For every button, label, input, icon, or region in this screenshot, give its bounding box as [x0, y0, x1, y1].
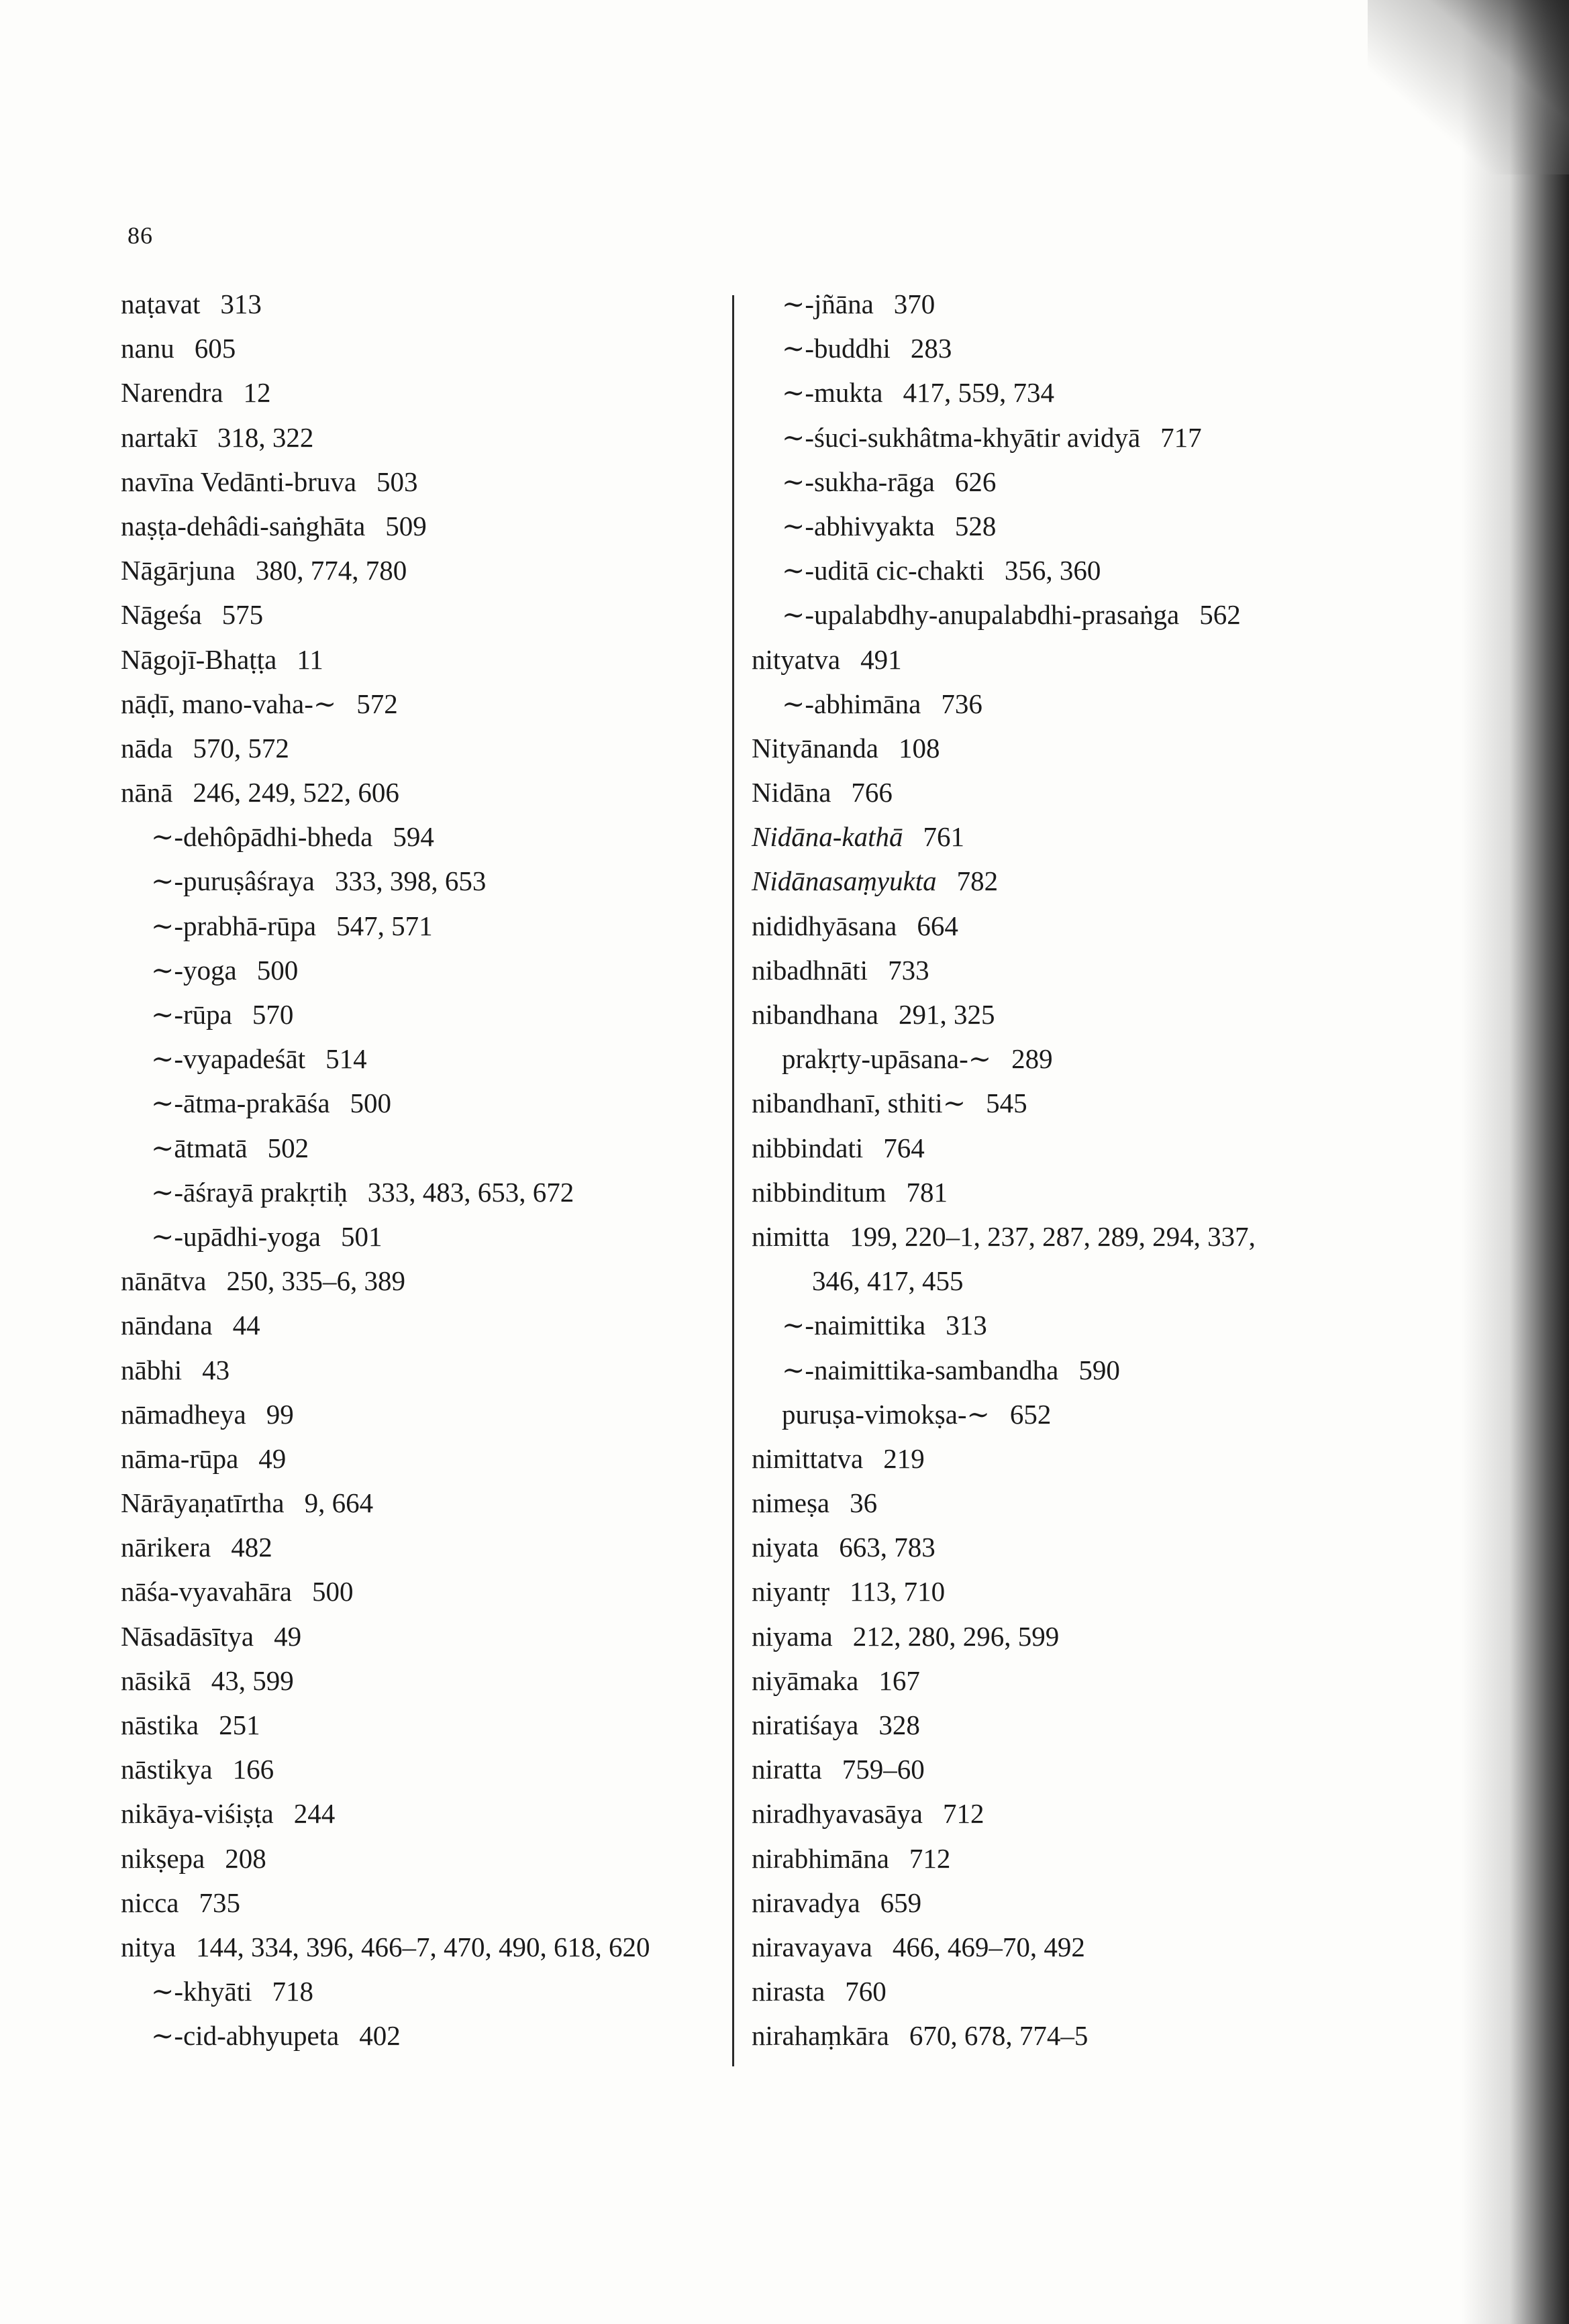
index-entry: [752, 1081, 1356, 1125]
index-entry: [121, 1658, 711, 1703]
index-term: niratiśaya: [752, 1709, 859, 1740]
index-entry: [752, 1392, 1356, 1436]
index-page-refs: 545: [986, 1088, 1027, 1119]
index-page-refs: 761: [923, 821, 964, 853]
index-term: ∼-yoga: [151, 954, 237, 986]
index-entry: [752, 592, 1356, 637]
index-page-refs: 333, 483, 653, 672: [367, 1176, 574, 1208]
index-term: niyāmaka: [752, 1665, 859, 1696]
index-term: ∼-abhimāna: [782, 688, 921, 719]
index-term: niyantṛ: [752, 1576, 830, 1607]
index-term: ∼-khyāti: [151, 1976, 252, 2007]
index-entry: [121, 460, 711, 504]
index-term: nibbinditum: [752, 1176, 887, 1208]
index-term: nibbindati: [752, 1132, 864, 1163]
index-page-refs: 9, 664: [304, 1487, 374, 1519]
index-page-refs: 166: [232, 1754, 274, 1785]
index-term: ∼-vyapadeśāt: [151, 1043, 306, 1075]
index-entry: [121, 1881, 711, 1925]
index-entry: [121, 1303, 711, 1347]
index-entry: [121, 370, 711, 415]
index-page-refs: 318, 322: [217, 421, 314, 453]
index-entry: [752, 1436, 1356, 1481]
index-page-refs: 759–60: [842, 1754, 925, 1785]
index-term: nānā: [121, 777, 173, 808]
index-term: ∼-prabhā-rūpa: [151, 910, 317, 941]
index-page-refs: 289: [1011, 1043, 1053, 1075]
index-entry: [121, 770, 711, 814]
index-entry: [121, 326, 711, 370]
index-term: naṭavat: [121, 288, 201, 319]
index-term: niradhyavasāya: [752, 1798, 923, 1830]
index-entry: [752, 1925, 1356, 1969]
index-term: nibandhanī, sthiti∼: [752, 1088, 966, 1119]
index-entry: [121, 548, 711, 592]
index-page-refs: 212, 280, 296, 599: [852, 1620, 1060, 1652]
index-page-refs: 491: [860, 643, 902, 675]
index-page-refs: 652: [1009, 1398, 1052, 1430]
index-page-refs: 113, 710: [850, 1576, 946, 1607]
index-page-refs: 346, 417, 455: [812, 1265, 964, 1297]
index-entry: [121, 637, 711, 682]
index-page-refs: 570, 572: [193, 732, 289, 763]
index-entry: [121, 1259, 711, 1303]
index-term: Nidāna: [752, 777, 831, 808]
index-entry: [752, 726, 1356, 770]
index-entry: [121, 504, 711, 548]
index-term: nanu: [121, 333, 174, 364]
index-entry: [121, 1037, 711, 1081]
index-page-refs: 712: [909, 1842, 951, 1874]
index-entry: [121, 282, 711, 326]
index-term: ∼-naimittika: [782, 1310, 926, 1341]
index-term: nikṣepa: [121, 1842, 205, 1874]
index-entry: [752, 637, 1356, 682]
index-entry: [752, 1170, 1356, 1214]
index-entry: [752, 1791, 1356, 1836]
index-entry: [121, 1214, 711, 1259]
index-page-refs: 291, 325: [898, 999, 995, 1030]
index-entry: [752, 1303, 1356, 1347]
index-entry: [121, 1703, 711, 1747]
index-entry: [121, 1525, 711, 1569]
index-page-refs: 562: [1199, 599, 1241, 631]
index-entry: [121, 415, 711, 460]
index-page-refs: 402: [359, 2020, 401, 2052]
index-term: nibandhana: [752, 999, 878, 1030]
index-page-refs: 766: [851, 777, 893, 808]
index-term: ∼-āśrayā prakṛtiḥ: [151, 1176, 348, 1208]
index-page-refs: 509: [385, 510, 427, 541]
index-term: nāmadheya: [121, 1398, 246, 1430]
index-term: nānātva: [121, 1265, 207, 1297]
index-page-refs: 760: [845, 1976, 887, 2007]
index-entry: [121, 1481, 711, 1525]
index-page-refs: 528: [954, 510, 997, 541]
index-entry: [752, 1969, 1356, 2013]
index-entry: [121, 682, 711, 726]
index-term: nibadhnāti: [752, 954, 868, 986]
index-entry: [752, 770, 1356, 814]
index-entry: [752, 1214, 1356, 1259]
index-page-refs: 167: [878, 1665, 920, 1696]
index-term: prakṛty-upāsana-∼: [782, 1043, 992, 1075]
index-page-refs: 370: [893, 288, 935, 319]
page-edge-shadow: [1462, 0, 1569, 2324]
index-entry: [752, 1703, 1356, 1747]
index-term: ∼-ātma-prakāśa: [151, 1088, 330, 1119]
index-term: nāsikā: [121, 1665, 191, 1696]
index-term: nididhyāsana: [752, 910, 897, 941]
index-term: ∼-mukta: [782, 377, 883, 409]
index-page-refs: 575: [221, 599, 264, 631]
index-page-refs: 500: [350, 1088, 392, 1119]
index-page-refs: 626: [954, 466, 997, 497]
index-entry: [752, 2013, 1356, 2058]
index-entry: [752, 1126, 1356, 1170]
index-page-refs: 605: [194, 333, 236, 364]
index-term: niravayava: [752, 1931, 872, 1962]
index-term: ∼-dehôpādhi-bheda: [151, 821, 373, 853]
index-entry: [121, 814, 711, 859]
index-page-refs: 11: [297, 643, 323, 675]
index-page-refs: 199, 220–1, 237, 287, 289, 294, 337,: [850, 1220, 1256, 1252]
index-term: nimitta: [752, 1220, 830, 1252]
index-term: ∼-upādhi-yoga: [151, 1220, 321, 1252]
index-term: nābhi: [121, 1354, 183, 1385]
index-entry: [752, 1881, 1356, 1925]
index-term: nityatva: [752, 643, 841, 675]
index-entry: [121, 1614, 711, 1658]
index-page-refs: 12: [243, 377, 271, 409]
index-term: ∼-cid-abhyupeta: [151, 2020, 340, 2052]
index-term: nimittatva: [752, 1442, 864, 1474]
index-page-refs: 108: [898, 732, 940, 763]
index-entry: [121, 1170, 711, 1214]
index-page-refs: 514: [325, 1043, 367, 1075]
index-page-refs: 670, 678, 774–5: [909, 2020, 1089, 2052]
index-entry: [752, 859, 1356, 903]
index-entry: [121, 1569, 711, 1614]
index-term: puruṣa-vimokṣa-∼: [782, 1398, 990, 1430]
index-entry: [752, 326, 1356, 370]
index-page-refs: 482: [231, 1532, 272, 1563]
index-term: nimeṣa: [752, 1487, 830, 1519]
index-page-refs: 99: [266, 1398, 294, 1430]
index-entry: [752, 682, 1356, 726]
index-term: Nityānanda: [752, 732, 878, 763]
index-entry: [752, 415, 1356, 460]
index-page-refs: 594: [393, 821, 434, 853]
index-entry: [121, 1925, 711, 1969]
index-entry: [752, 370, 1356, 415]
index-term: ∼ātmatā: [151, 1132, 248, 1163]
index-page-refs: 503: [376, 466, 418, 497]
index-entry: [752, 904, 1356, 948]
index-term: Narendra: [121, 377, 223, 409]
index-term: ∼-jñāna: [782, 288, 874, 319]
index-term: nāstikya: [121, 1754, 213, 1785]
index-page-refs: 718: [272, 1976, 313, 2007]
index-page-refs: 251: [219, 1709, 260, 1740]
index-term: Nāgojī-Bhaṭṭa: [121, 643, 277, 675]
index-entry: [121, 2013, 711, 2058]
index-column-left: [121, 282, 711, 2058]
index-page-refs: 380, 774, 780: [255, 555, 407, 586]
index-page-refs: 735: [199, 1887, 240, 1918]
index-page-refs: 500: [256, 954, 299, 986]
index-term: ∼-upalabdhy-anupalabdhi-prasaṅga: [782, 599, 1180, 631]
index-entry: [752, 1836, 1356, 1881]
column-divider: [732, 295, 734, 2066]
index-term: niravadya: [752, 1887, 860, 1918]
index-page-refs: 736: [941, 688, 982, 719]
index-term: nirasta: [752, 1976, 825, 2007]
page-corner-shadow: [1368, 0, 1569, 174]
index-page-refs: 208: [225, 1842, 266, 1874]
index-page-refs: 466, 469–70, 492: [892, 1931, 1085, 1962]
index-entry: [121, 1836, 711, 1881]
index-entry: [752, 1348, 1356, 1392]
index-term: nāda: [121, 732, 173, 763]
index-page-refs: 313: [220, 288, 262, 319]
index-entry: [752, 548, 1356, 592]
index-term: ∼-puruṣâśraya: [151, 865, 315, 897]
index-page-refs: 663, 783: [839, 1532, 935, 1563]
index-page-refs: 712: [943, 1798, 984, 1830]
index-entry: [121, 1791, 711, 1836]
index-page-refs: 547, 571: [336, 910, 433, 941]
index-entry: [121, 1081, 711, 1125]
index-term: Nāsadāsītya: [121, 1620, 254, 1652]
index-page-refs: 244: [293, 1798, 336, 1830]
index-page-refs: 49: [258, 1442, 287, 1474]
index-entry: [752, 504, 1356, 548]
index-entry: [752, 1259, 1356, 1303]
index-page-refs: 733: [888, 954, 929, 986]
index-entry: [752, 1569, 1356, 1614]
index-entry: [121, 1969, 711, 2013]
index-page-refs: 43: [202, 1354, 230, 1385]
index-entry: [121, 992, 711, 1037]
index-term: nāndana: [121, 1310, 213, 1341]
index-entry: [121, 948, 711, 992]
index-term: nāma-rūpa: [121, 1442, 239, 1474]
index-entry: [752, 1614, 1356, 1658]
index-term: Nidānasaṃyukta: [752, 865, 937, 897]
index-entry: [121, 726, 711, 770]
index-term: ∼-uditā cic-chakti: [782, 555, 984, 586]
index-page-refs: 219: [883, 1442, 925, 1474]
index-page-refs: 356, 360: [1004, 555, 1101, 586]
index-term: navīna Vedānti-bruva: [121, 466, 357, 497]
index-entry: [752, 460, 1356, 504]
index-page-refs: 49: [274, 1620, 302, 1652]
index-page-refs: 764: [883, 1132, 925, 1163]
index-page-refs: 246, 249, 522, 606: [193, 777, 399, 808]
index-page-refs: 781: [906, 1176, 948, 1208]
index-term: nāḍī, mano-vaha-∼: [121, 688, 337, 719]
index-page-refs: 664: [917, 910, 958, 941]
index-page-refs: 659: [880, 1887, 922, 1918]
index-entry: [752, 1747, 1356, 1791]
index-entry: [121, 859, 711, 903]
index-term: Nāgārjuna: [121, 555, 236, 586]
index-page-refs: 782: [956, 865, 999, 897]
index-term: ∼-rūpa: [151, 999, 232, 1030]
index-page-refs: 313: [946, 1310, 987, 1341]
index-entry: [752, 282, 1356, 326]
index-page-refs: 144, 334, 396, 466–7, 470, 490, 618, 620: [195, 1931, 650, 1962]
index-page-refs: 570: [252, 999, 294, 1030]
index-term: ∼-buddhi: [782, 333, 891, 364]
index-page-refs: 328: [878, 1709, 920, 1740]
index-term: ∼-śuci-sukhâtma-khyātir avidyā: [782, 421, 1141, 453]
index-entry: [121, 1348, 711, 1392]
index-entry: [121, 1747, 711, 1791]
index-term: niratta: [752, 1754, 822, 1785]
index-term: nartakī: [121, 421, 197, 453]
index-entry: [121, 1392, 711, 1436]
index-page-refs: 417, 559, 734: [903, 377, 1054, 409]
index-page-refs: 500: [311, 1576, 354, 1607]
index-entry: [121, 592, 711, 637]
index-page-refs: 250, 335–6, 389: [226, 1265, 405, 1297]
index-term: Nāgeśa: [121, 599, 202, 631]
index-entry: [752, 1658, 1356, 1703]
index-term: niyama: [752, 1620, 833, 1652]
index-term: ∼-naimittika-sambandha: [782, 1354, 1059, 1385]
index-page-refs: 502: [267, 1132, 309, 1163]
index-page-refs: 44: [232, 1310, 260, 1341]
index-page-refs: 333, 398, 653: [334, 865, 487, 897]
index-entry: [752, 948, 1356, 992]
index-term: nikāya-viśiṣṭa: [121, 1798, 274, 1830]
index-term: Nidāna-kathā: [752, 821, 903, 853]
index-page-refs: 283: [910, 333, 952, 364]
index-page-refs: 717: [1160, 421, 1202, 453]
index-term: naṣṭa-dehâdi-saṅghāta: [121, 510, 366, 541]
index-term: nāśa-vyavahāra: [121, 1576, 292, 1607]
index-term: nirabhimāna: [752, 1842, 889, 1874]
index-term: nāstika: [121, 1709, 199, 1740]
index-entry: [752, 1481, 1356, 1525]
index-column-right: [752, 282, 1356, 2058]
page-number: 86: [128, 222, 153, 249]
index-entry: [752, 1525, 1356, 1569]
index-page-refs: 590: [1078, 1354, 1120, 1385]
index-term: nirahaṃkāra: [752, 2020, 889, 2052]
index-entry: [752, 814, 1356, 859]
index-term: nitya: [121, 1931, 176, 1962]
index-entry: [752, 1037, 1356, 1081]
index-term: niyata: [752, 1532, 819, 1563]
index-entry: [121, 1436, 711, 1481]
index-term: ∼-abhivyakta: [782, 510, 935, 541]
index-page-refs: 572: [356, 688, 398, 719]
index-page-refs: 501: [340, 1220, 383, 1252]
index-term: nicca: [121, 1887, 179, 1918]
index-entry: [121, 1126, 711, 1170]
index-entry: [752, 992, 1356, 1037]
index-page-refs: 36: [850, 1487, 878, 1519]
index-term: nārikera: [121, 1532, 211, 1563]
index-page-refs: 43, 599: [211, 1665, 294, 1696]
index-term: ∼-sukha-rāga: [782, 466, 935, 497]
index-term: Nārāyaṇatīrtha: [121, 1487, 285, 1519]
index-entry: [121, 904, 711, 948]
